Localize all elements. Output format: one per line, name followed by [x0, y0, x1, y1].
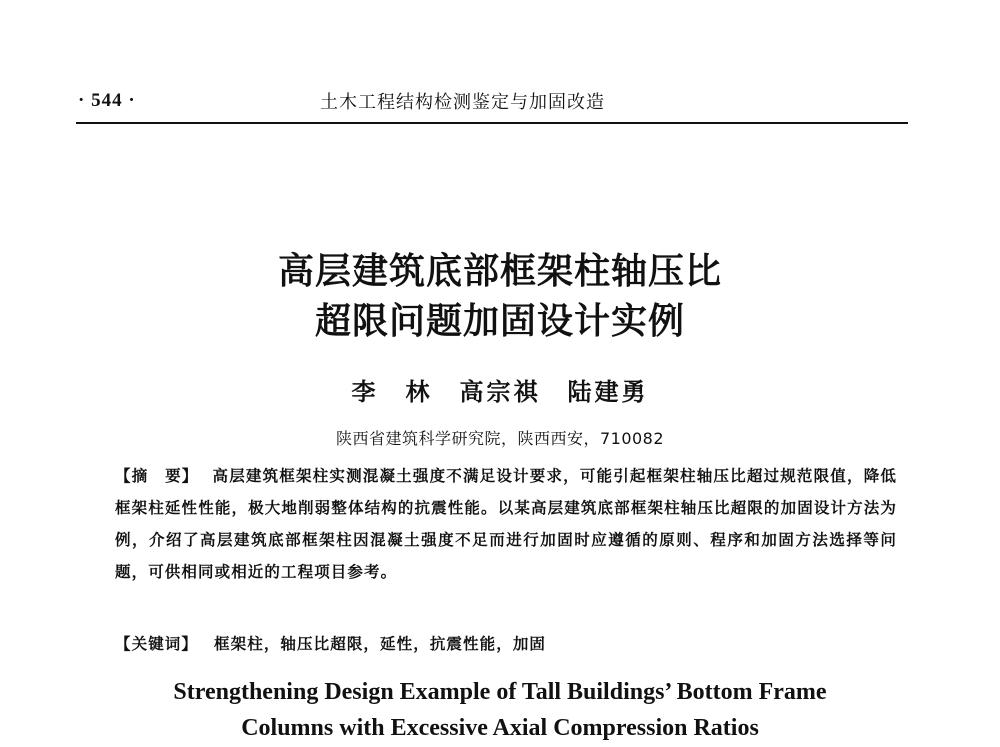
- authors: 李 林 高宗祺 陆建勇: [351, 377, 649, 406]
- title-line-1: 高层建筑底部框架柱轴压比: [277, 250, 722, 292]
- english-title-line-2: Columns with Excessive Axial Compression Ratios: [241, 715, 759, 741]
- header-rule: [76, 122, 908, 124]
- affiliation: 陕西省建筑科学研究院，陕西西安，710082: [335, 429, 665, 448]
- keywords-label: 【关键词】: [115, 635, 199, 653]
- paper-title: [0, 246, 1000, 346]
- english-title: [0, 674, 1000, 746]
- abstract-label: 【摘 要】: [115, 467, 199, 485]
- running-header: 土木工程结构检测鉴定与加固改造: [320, 92, 605, 113]
- title-line-2: 超限问题加固设计实例: [314, 300, 685, 342]
- keywords: [115, 632, 897, 654]
- abstract: [115, 460, 897, 588]
- keywords-text: 框架柱，轴压比超限，延性，抗震性能，加固: [214, 634, 547, 653]
- abstract-text: 高层建筑框架柱实测混凝土强度不满足设计要求，可能引起框架柱轴压比超过规范限值，降低框架柱延性性能，极大地削弱整体结构的抗震性能。以某高层建筑底部框架柱轴压比超限的加固设计方法为例，介绍了高层建筑底部框架柱因混凝土强度不足而进行加固时应遵循的原则、程序和加固方法选择等问题，可供相同或相近的工程项目参考。: [115, 466, 897, 581]
- page-number: · 544 ·: [78, 90, 136, 111]
- english-title-line-1: Strengthening Design Example of Tall Buildings’ Bottom Frame: [173, 679, 827, 705]
